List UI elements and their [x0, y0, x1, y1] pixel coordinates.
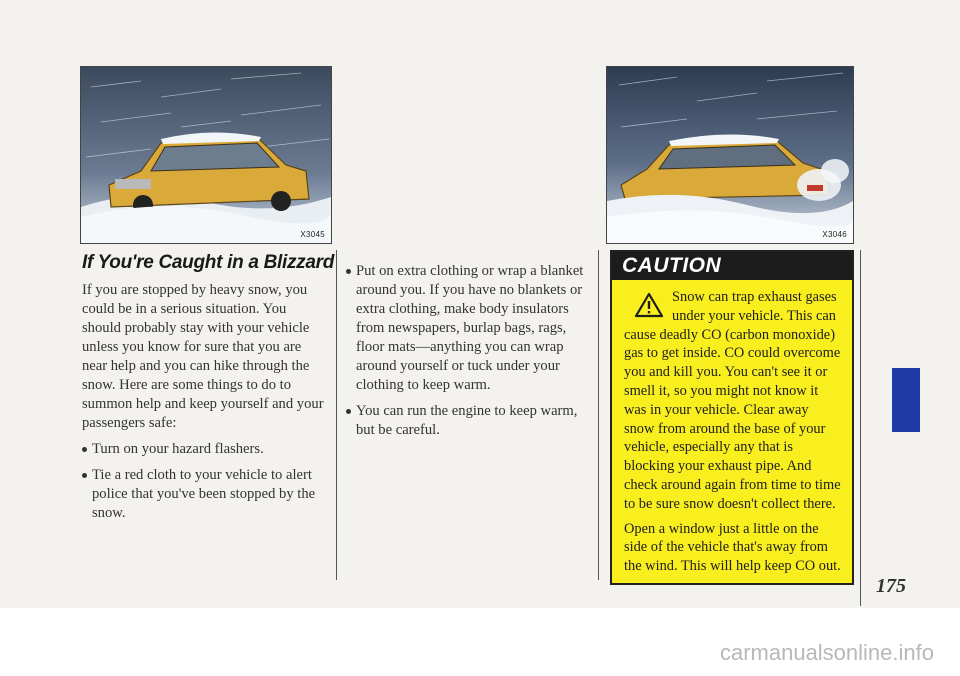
- page-number: 175: [876, 575, 906, 597]
- list-item: Put on extra clothing or wrap a blanket around you. If you have no blankets or extra clothing, make body insulators from newspapers, burlap bags, rags, floor mats—anything you can wrap around yourself or tuck under your clothing to keep warm.: [346, 262, 592, 395]
- exhaust-car-illustration: [606, 66, 854, 244]
- caution-body: [612, 280, 852, 576]
- warning-triangle-icon: [634, 292, 664, 318]
- car-exhaust-snow-icon: [607, 67, 853, 243]
- bullet-list: [82, 440, 328, 523]
- figure-code: X3045: [300, 230, 325, 239]
- column-divider: [598, 250, 599, 580]
- column-1: [82, 281, 328, 530]
- column-2: [346, 262, 592, 447]
- intro-paragraph: If you are stopped by heavy snow, you could be in a serious situation. You should probably stay with your vehicle unless you know for sure that you are near help and you can hike through the snow. Here are some things to do to summon help and keep yourself and your passengers safe:: [82, 282, 324, 431]
- caution-paragraph: Open a window just a little on the side of the vehicle that's away from the wind. This will help keep CO out.: [624, 520, 841, 575]
- site-watermark: carmanualsonline.info: [719, 640, 934, 665]
- column-divider: [860, 250, 861, 606]
- section-heading: If You're Caught in a Blizzard: [82, 252, 335, 273]
- caution-box: [610, 250, 854, 585]
- blizzard-car-illustration: [80, 66, 332, 244]
- caution-title: CAUTION: [612, 252, 852, 280]
- caution-paragraph: Snow can trap exhaust gases under your vehicle. This can cause deadly CO (carbon monoxide) gas to get inside. CO could overcome you and kill you. You can't see it or smell it, so you might not know it was in your vehicle. Clear away snow from around the base of your vehicle, especially any that is blocking your exhaust pipe. And check around again from time to time to be sure snow doesn't collect there.: [624, 289, 841, 512]
- column-divider: [336, 250, 337, 580]
- bullet-list: [346, 262, 592, 440]
- list-item: Turn on your hazard flashers.: [82, 440, 328, 459]
- car-in-snow-icon: [81, 67, 331, 243]
- figure-code: X3046: [822, 230, 847, 239]
- section-tab: [892, 368, 920, 432]
- list-item: You can run the engine to keep warm, but be careful.: [346, 402, 592, 440]
- list-item: Tie a red cloth to your vehicle to alert police that you've been stopped by the snow.: [82, 466, 328, 523]
